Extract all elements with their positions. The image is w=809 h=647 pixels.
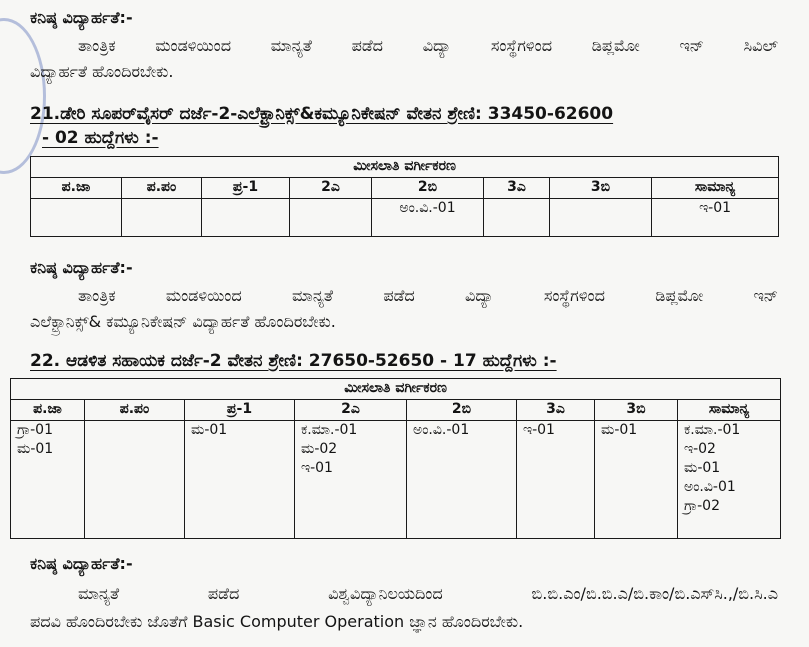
qualification-heading-22: ಕನಿಷ್ಠ ವಿದ್ಯಾರ್ಹತೆ:-	[30, 554, 133, 573]
column-header: 3ಬಿ	[595, 400, 678, 421]
table-cell	[122, 199, 202, 237]
column-header: ಪ.ಜಾ	[11, 400, 85, 421]
cell-entry: ಇ-01	[301, 460, 333, 476]
table-cell: ಇ-01	[652, 199, 779, 237]
table-cell	[185, 421, 295, 539]
table-cell	[484, 199, 550, 237]
qualification-text-top-2: ವಿದ್ಯಾರ್ಹತೆ ಹೊಂದಿರಬೇಕು.	[30, 62, 174, 81]
table-cell	[517, 421, 595, 539]
column-header: ಸಾಮಾನ್ಯ	[678, 400, 781, 421]
section-21-reservation-table	[30, 156, 779, 237]
table-cell	[290, 199, 372, 237]
column-header: 3ಬಿ	[550, 178, 652, 199]
column-header: ಸಾಮಾನ್ಯ	[652, 178, 779, 199]
cell-entry: ಕ.ಮಾ.-01	[684, 422, 741, 438]
table-cell	[202, 199, 290, 237]
column-header: ಪ್ರ-1	[185, 400, 295, 421]
cell-entry: ಇ-02	[684, 441, 716, 457]
table-cell	[678, 421, 781, 539]
cell-entry: ಮ-01	[684, 460, 721, 476]
table-cell: ಅಂ.ವಿ.-01	[372, 199, 484, 237]
table-cell	[85, 421, 185, 539]
section-22-reservation-table	[10, 378, 781, 539]
table-title: ಮೀಸಲಾತಿ ವರ್ಗೀಕರಣ	[31, 157, 779, 178]
cell-entry: ಅಂ.ವಿ-01	[684, 479, 736, 495]
column-header: 2ಬಿ	[372, 178, 484, 199]
office-stamp	[0, 18, 46, 174]
table-cell	[407, 421, 517, 539]
qualification-heading-21: ಕನಿಷ್ಠ ವಿದ್ಯಾರ್ಹತೆ:-	[30, 258, 133, 277]
qualification-text-22-2: ಪದವಿ ಹೊಂದಿರಬೇಕು ಜೊತೆಗೆ Basic Computer Operation ಜ್ಞಾನ ಹೊಂದಿರಬೇಕು.	[30, 612, 524, 631]
qualification-text-top-1: ತಾಂತ್ರಿಕ ಮಂಡಳಿಯಿಂದ ಮಾನ್ಯತೆ ಪಡೆದ ವಿದ್ಯಾ ಸಂಸ್ಥೆಗಳಿಂದ ಡಿಪ್ಲಮೋ ಇನ್ ಸಿವಿಲ್	[78, 36, 778, 55]
cell-entry: ಮ-01	[17, 441, 54, 457]
table-cell	[31, 199, 122, 237]
section-21-title-cont: - 02 ಹುದ್ದೆಗಳು :-	[42, 128, 159, 148]
column-header: ಪ್ರ-1	[202, 178, 290, 199]
cell-entry: ಇ-01	[523, 422, 555, 438]
qualification-text-21-2: ಎಲೆಕ್ಟ್ರಾನಿಕ್ಸ್& ಕಮ್ಯೂನಿಕೇಷನ್ ವಿದ್ಯಾರ್ಹತೆ ಹೊಂದಿರಬೇಕು.	[30, 312, 336, 331]
qualification-text-21-1: ತಾಂತ್ರಿಕ ಮಂಡಳಿಯಿಂದ ಮಾನ್ಯತೆ ಪಡೆದ ವಿದ್ಯಾ ಸಂಸ್ಥೆಗಳಿಂದ ಡಿಪ್ಲಮೋ ಇನ್	[78, 286, 778, 305]
column-header: 3ಎ	[484, 178, 550, 199]
column-header: 2ಎ	[290, 178, 372, 199]
section-21-title: 21.ಡೇರಿ ಸೂಪರ್‌ವೈಸರ್ ದರ್ಜೆ-2-ಎಲೆಕ್ಟ್ರಾನಿಕ್ಸ್&ಕಮ್ಯೂನಿಕೇಷನ್ ವೇತನ ಶ್ರೇಣಿ: 33450-62600	[30, 104, 614, 124]
cell-entry: ಗ್ರಾ-01	[17, 422, 53, 438]
table-cell	[11, 421, 85, 539]
qualification-text-22-1: ಮಾನ್ಯತೆ ಪಡೆದ ವಿಶ್ವವಿದ್ಯಾನಿಲಯದಿಂದ ಬಿ.ಬಿ.ಎಂ/ಬಿ.ಬಿ.ಎ/ಬಿ.ಕಾಂ/ಬಿ.ಎಸ್‌ಸಿ.,/ಬಿ.ಸಿ.ಎ	[78, 584, 778, 603]
cell-entry: ಮ-02	[301, 441, 338, 457]
column-header: 3ಎ	[517, 400, 595, 421]
column-header: ಪ.ಪಂ	[85, 400, 185, 421]
cell-entry: ಮ-01	[191, 422, 228, 438]
column-header: ಪ.ಜಾ	[31, 178, 122, 199]
cell-entry: ಮ-01	[601, 422, 638, 438]
cell-entry: ಅಂ.ವಿ.-01	[413, 422, 470, 438]
table-title: ಮೀಸಲಾತಿ ವರ್ಗೀಕರಣ	[11, 379, 781, 400]
table-cell	[550, 199, 652, 237]
table-cell	[595, 421, 678, 539]
column-header: 2ಬಿ	[407, 400, 517, 421]
table-cell	[295, 421, 407, 539]
column-header: 2ಎ	[295, 400, 407, 421]
cell-entry: ಕ.ಮಾ.-01	[301, 422, 358, 438]
qualification-heading-top: ಕನಿಷ್ಠ ವಿದ್ಯಾರ್ಹತೆ:-	[30, 8, 133, 27]
cell-entry: ಗ್ರಾ-02	[684, 498, 720, 514]
section-22-title: 22. ಆಡಳಿತ ಸಹಾಯಕ ದರ್ಜೆ-2 ವೇತನ ಶ್ರೇಣಿ: 27650-52650 - 17 ಹುದ್ದೆಗಳು :-	[30, 351, 557, 371]
column-header: ಪ.ಪಂ	[122, 178, 202, 199]
